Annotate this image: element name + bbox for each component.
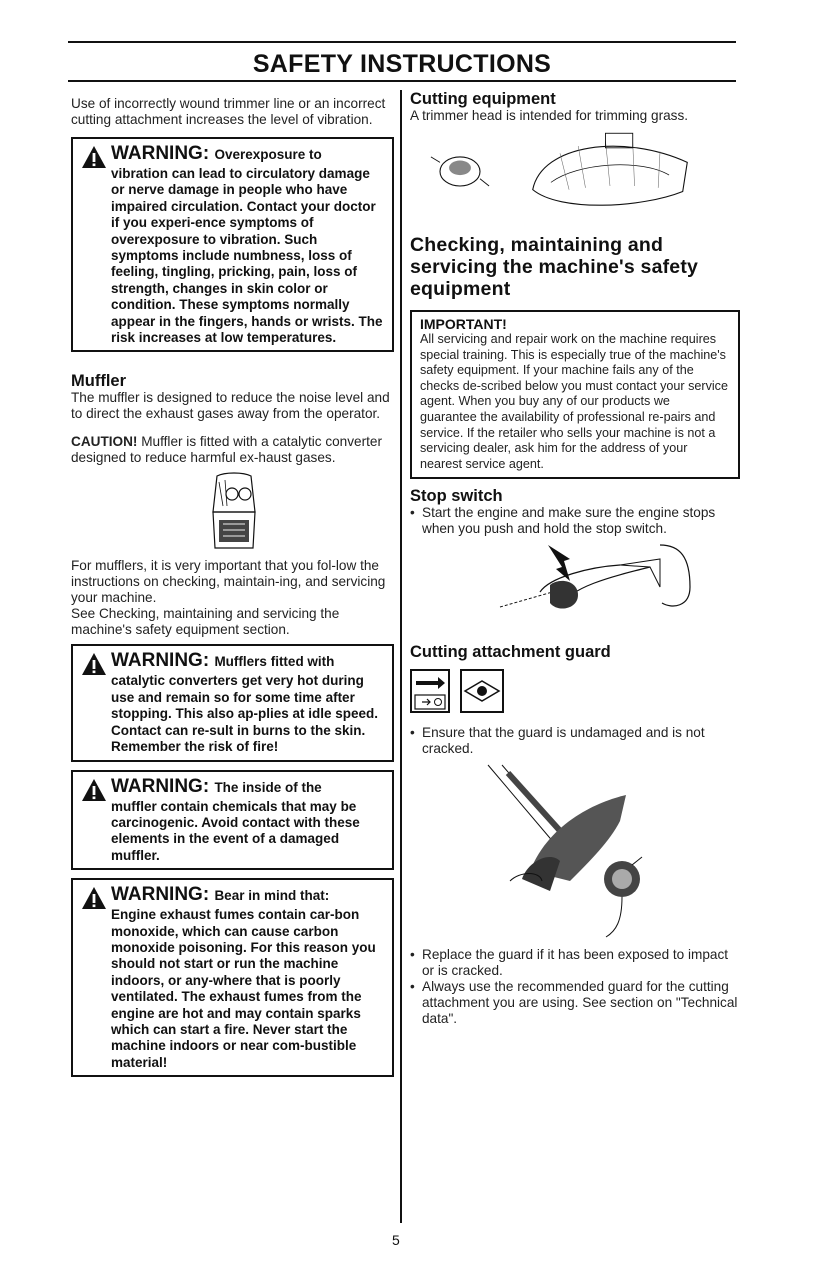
warning-icon	[81, 778, 107, 802]
guard-list-1	[410, 725, 740, 757]
warning-label: WARNING:	[111, 650, 210, 672]
warning-label: WARNING:	[111, 775, 210, 797]
warning-heading	[81, 776, 384, 799]
warning-heading	[81, 650, 384, 673]
title-rule	[68, 80, 736, 82]
guard-list-2	[410, 947, 740, 1027]
warning-heading	[81, 884, 384, 907]
intro-text: Use of incorrectly wound trimmer line or an incorrect cutting attachment increases the level of vibration.	[71, 96, 386, 127]
warning-text: Engine exhaust fumes contain car-bon monoxide, which can cause carbon monoxide poisoning. For this reason you should not start or run the machine indoors, or any-where that is poorly ventilated. The exhaust fumes from the engine are hot and may contain sparks which can start a fire. Never start the machine indoors or near com-bustible material!	[111, 907, 376, 1070]
muffler-illustration	[199, 472, 269, 552]
right-column	[410, 90, 740, 1027]
list-item: • Replace the guard if it has been exposed to impact or is cracked.	[410, 947, 740, 979]
muffler-followup: For mufflers, it is very important that you fol-low the instructions on checking, maintain-ing, and servicing your machine.	[71, 558, 386, 606]
page-number: 5	[392, 1232, 400, 1248]
arrow-into-icon	[410, 669, 450, 713]
caution-text: Muffler is fitted with a catalytic converter designed to reduce harmful ex-haust gases.	[71, 434, 382, 466]
warning-text: muffler contain chemicals that may be carcinogenic. Avoid contact with these elements in the event of a damaged muffler.	[111, 798, 360, 863]
list-item: • Always use the recommended guard for the cutting attachment you are using. See section on "Technical data".	[410, 979, 740, 1027]
stop-switch-illustration	[410, 537, 710, 637]
cutting-equipment-text: A trimmer head is intended for trimming grass.	[410, 108, 689, 123]
important-text: All servicing and repair work on the machine requires special training. This is especially true of the machine's safety equipment. If your machine fails any of the checks de-scribed below you must contact your service agent. When you buy any of our products we guarantee the availability of professional re-pairs and service. If the retailer who sells your machine is not a servicing dealer, ask him for the address of your nearest service agent.	[420, 332, 728, 471]
important-box	[410, 310, 740, 479]
guard-illustration	[410, 761, 710, 941]
warning-box-exhaust	[71, 878, 394, 1077]
guard-symbols	[410, 669, 740, 715]
caution-paragraph	[71, 434, 394, 466]
warning-box-chemicals	[71, 770, 394, 871]
stop-switch-heading: Stop switch	[410, 487, 503, 506]
warning-label: WARNING:	[111, 143, 210, 164]
muffler-heading: Muffler	[71, 372, 126, 391]
column-divider	[400, 90, 402, 1223]
cutting-equipment-heading: Cutting equipment	[410, 90, 556, 108]
left-column	[71, 90, 394, 1077]
warning-icon	[81, 652, 107, 676]
warning-lead: Overexposure to	[214, 147, 322, 162]
warning-icon	[81, 886, 107, 910]
warning-lead: The inside of the	[214, 779, 322, 795]
trimmer-head-illustration	[410, 126, 710, 226]
muffler-text: The muffler is designed to reduce the noise level and to direct the exhaust gases away from the operator.	[71, 390, 390, 422]
warning-text: vibration can lead to circulatory damage or nerve damage in people who have impaired circulation. Contact your doctor if you experi-ence symptoms of overexposure to vibration. Such symptoms include numbness, loss of feeling, tingling, pricking, pain, loss of strength, changes in skin color or condition. These symptoms normally appear in the fingers, hands or wrists. The risk increases at low temperatures.	[111, 166, 383, 346]
checking-section-heading: Checking, maintaining and servicing the machine's safety equipment	[410, 234, 699, 300]
warning-heading	[81, 143, 384, 166]
warning-lead: Bear in mind that:	[214, 888, 330, 904]
stop-switch-list	[410, 505, 740, 537]
page-title: SAFETY INSTRUCTIONS	[252, 50, 552, 78]
warning-label: WARNING:	[111, 884, 210, 906]
warning-lead: Mufflers fitted with	[214, 654, 335, 670]
important-label: IMPORTANT!	[420, 316, 507, 332]
caution-label: CAUTION!	[71, 434, 138, 450]
guard-heading: Cutting attachment guard	[410, 643, 611, 662]
top-rule	[68, 41, 736, 43]
list-item: • Ensure that the guard is undamaged and is not cracked.	[410, 725, 740, 757]
warning-box-hot	[71, 644, 394, 761]
warning-text: catalytic converters get very hot during use and remain so for some time after stopping. This also ap-plies at idle speed. Contact can re-sult in burns to the skin. Remember the risk of fire!	[111, 673, 379, 755]
list-item: • Start the engine and make sure the engine stops when you push and hold the stop switch.	[410, 505, 740, 537]
see-section-text: See Checking, maintaining and servicing the machine's safety equipment section.	[71, 606, 340, 638]
warning-box-vibration	[71, 137, 394, 352]
eye-inspect-icon	[460, 669, 504, 713]
warning-icon	[81, 145, 107, 169]
